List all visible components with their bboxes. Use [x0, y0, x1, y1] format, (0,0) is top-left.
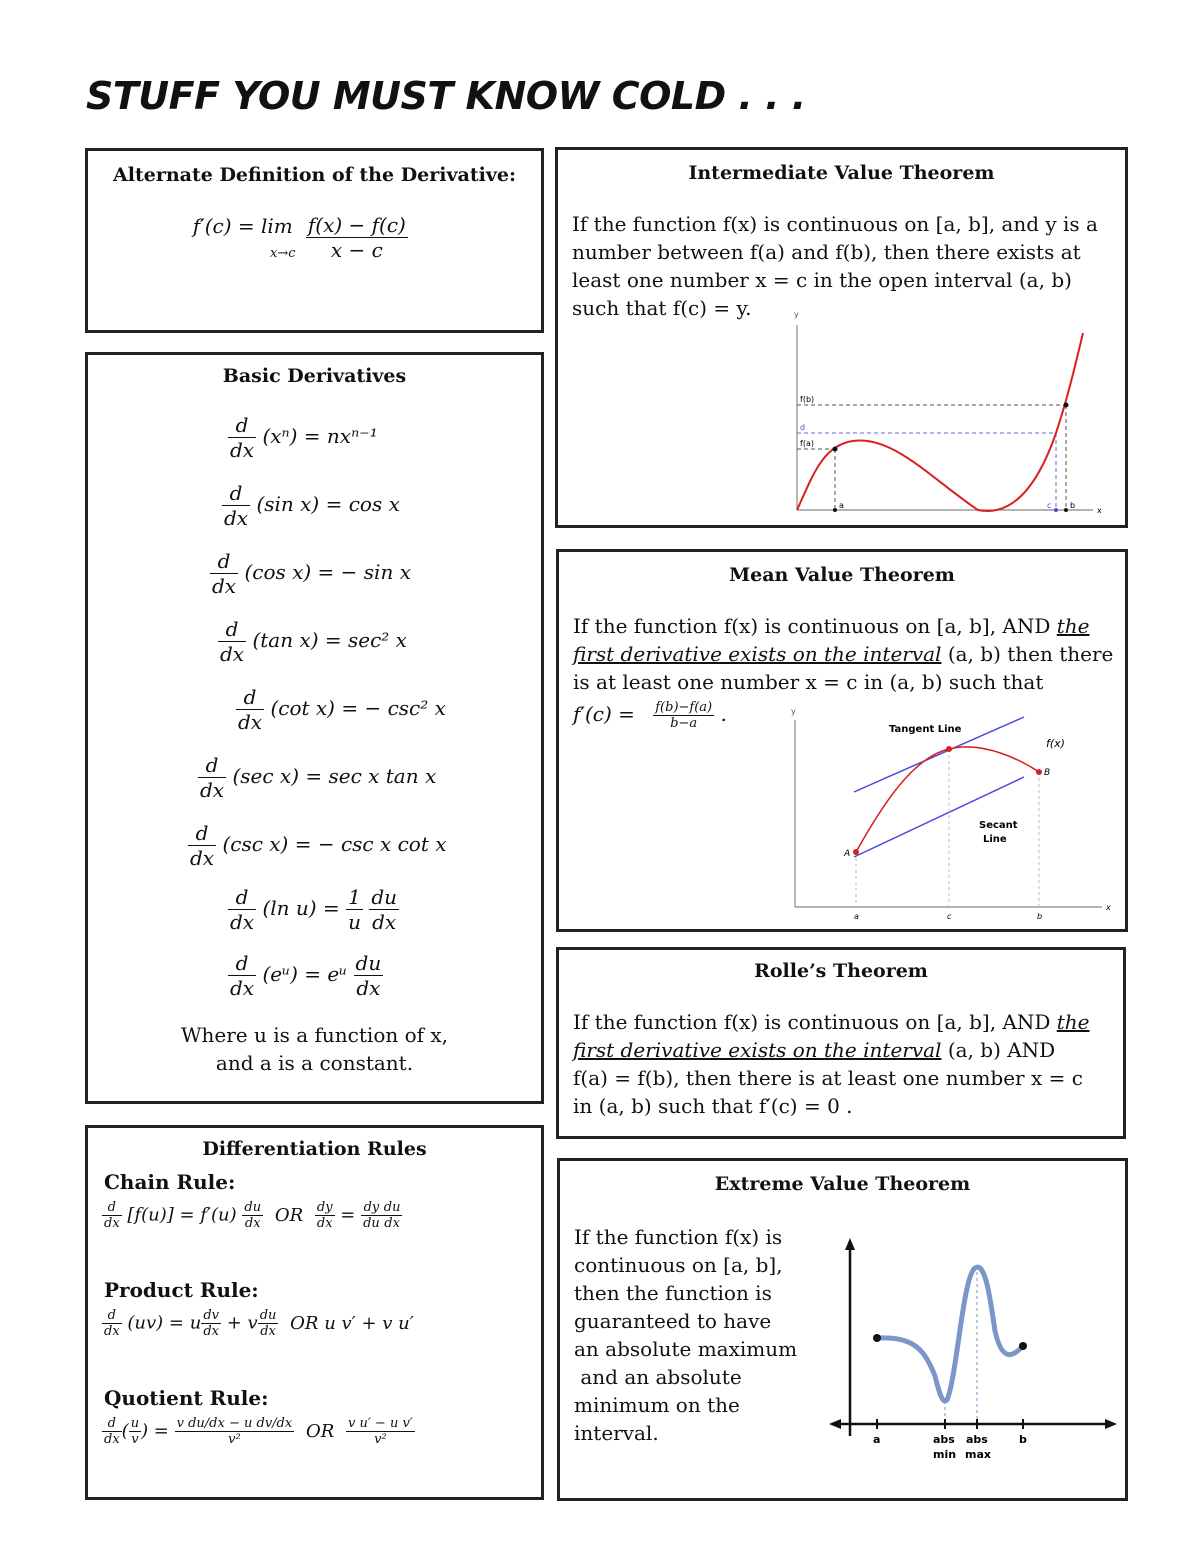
evt-b-label: b	[1019, 1433, 1027, 1446]
mvt-text	[573, 612, 1113, 696]
rolle-line-3: f(a) = f(b), then there is at least one number x = c	[573, 1066, 1083, 1090]
basic-derivative-row	[188, 821, 447, 870]
evt-max-label: max	[965, 1448, 991, 1461]
d-num: d	[102, 1416, 122, 1432]
rolle-line-1: If the function f(x) is continuous on [a, b], AND	[573, 1010, 1057, 1034]
basic-derivative-expression: (sec x) = sec x tan x	[232, 764, 437, 788]
v-squared: v²	[228, 1432, 241, 1447]
ln-lhs: (ln u) =	[262, 896, 340, 920]
chain-or: OR	[274, 1204, 304, 1226]
mvt-point-a	[853, 849, 859, 855]
product-label: Product Rule:	[104, 1278, 259, 1302]
du-num: du	[244, 1200, 262, 1215]
ln-one: 1	[346, 885, 363, 910]
ivt-line-2: number between f(a) and f(b), then there exists at	[572, 240, 1081, 264]
mvt-curve	[856, 747, 1039, 852]
evt-box	[557, 1158, 1128, 1501]
mvt-line-1-underlined: the	[1056, 614, 1090, 638]
mvt-fx-label: f(x)	[1046, 737, 1065, 750]
ivt-curve	[797, 333, 1083, 511]
mvt-line-3: is at least one number x = c in (a, b) such that	[573, 670, 1044, 694]
ivt-a-label: a	[839, 501, 844, 510]
quotient-u: u	[130, 1416, 140, 1431]
mvt-line-2-underlined: first derivative exists on the interval	[573, 642, 942, 666]
basic-derivatives-box	[85, 352, 544, 1104]
ivt-tick-c	[1054, 508, 1058, 512]
d-num: d	[236, 685, 264, 710]
ivt-point-a	[833, 447, 838, 452]
basic-derivative-expression: (xⁿ) = nxⁿ⁻¹	[262, 424, 378, 448]
basic-derivative-expression: (cos x) = − sin x	[244, 560, 411, 584]
dx-den: dx	[200, 778, 225, 802]
mvt-formula-end: .	[720, 702, 727, 726]
mvt-x-label: x	[1106, 903, 1111, 912]
basic-derivative-row	[198, 753, 436, 802]
mvt-formula	[573, 700, 727, 731]
dx-den: dx	[244, 1216, 261, 1231]
basic-derivative-expression: (tan x) = sec² x	[252, 628, 407, 652]
dx-den: dx	[212, 574, 237, 598]
ivt-line-3: least one number x = c in the open interval (a, b)	[572, 268, 1072, 292]
rules-heading: Differentiation Rules	[202, 1138, 427, 1160]
product-or: OR u v′ + v u′	[290, 1312, 414, 1334]
quotient-numerator: v du/dx − u dv/dx	[176, 1416, 293, 1431]
mvt-secant-label-2: Line	[983, 834, 1007, 845]
d-num: d	[228, 885, 256, 910]
basic-derivative-expression: (cot x) = − csc² x	[270, 696, 446, 720]
d-num: d	[228, 413, 256, 438]
basic-derivative-row	[228, 413, 378, 462]
chain-mid: [f(u)] = f′(u)	[127, 1204, 237, 1226]
mvt-b-label: b	[1037, 912, 1043, 921]
rolle-box	[556, 947, 1126, 1139]
alt-def-lim-sub: x→c	[270, 245, 296, 261]
d-num: d	[218, 617, 246, 642]
dx-den: dx	[372, 910, 397, 934]
evt-heading: Extreme Value Theorem	[714, 1173, 971, 1195]
evt-min-label: min	[933, 1448, 957, 1461]
mvt-formula-denominator: b−a	[670, 716, 698, 731]
ivt-y-label: y	[794, 310, 799, 319]
mvt-secant-label-1: Secant	[979, 820, 1018, 831]
dx-den: dx	[104, 1216, 120, 1231]
rolle-heading: Rolle’s Theorem	[754, 960, 928, 982]
rolle-line-4: in (a, b) such that f′(c) = 0 .	[573, 1094, 853, 1118]
ivt-tick-a	[833, 508, 837, 512]
evt-line-2: continuous on [a, b],	[574, 1253, 783, 1277]
dx-den: dx	[316, 1216, 333, 1231]
product-lhs: (uv) = u	[127, 1312, 202, 1334]
ln-u: u	[348, 910, 361, 934]
v-squared: v²	[374, 1432, 387, 1447]
alt-def-denominator: x − c	[330, 238, 383, 262]
mvt-b-point-label: B	[1044, 768, 1051, 778]
quotient-numerator-2: v u′ − u v′	[347, 1416, 413, 1431]
mvt-a-point-label: A	[844, 849, 851, 859]
evt-text	[574, 1223, 797, 1447]
mvt-point-c	[946, 746, 952, 752]
d-num: d	[228, 951, 256, 976]
mvt-formula-lhs: f′(c) =	[573, 702, 635, 726]
evt-a-label: a	[873, 1433, 881, 1446]
basic-note-line-2: and a is a constant.	[215, 1051, 414, 1075]
du-num: du	[259, 1308, 277, 1323]
du-num: du	[371, 885, 397, 909]
mvt-secant-line	[854, 777, 1024, 857]
d-num: d	[222, 481, 250, 506]
dx-den: dx	[190, 846, 215, 870]
mvt-graph	[784, 702, 1124, 927]
quotient-v: v	[131, 1432, 139, 1447]
ivt-x-label: x	[1097, 506, 1102, 515]
dx-den: dx	[203, 1324, 219, 1339]
mvt-a-label: a	[854, 912, 859, 921]
mvt-c-label: c	[947, 912, 952, 921]
alt-def-box	[85, 148, 544, 333]
ivt-b-label: b	[1070, 501, 1076, 510]
evt-abs-label-1: abs	[933, 1433, 955, 1446]
evt-point-b	[1019, 1342, 1027, 1350]
d-num: d	[198, 753, 226, 778]
basic-derivative-row	[236, 685, 446, 734]
mvt-line-2: (a, b) then there	[941, 642, 1114, 666]
evt-point-a	[873, 1334, 881, 1342]
du-num: du	[355, 951, 382, 975]
d-num: d	[102, 1200, 122, 1216]
ivt-heading: Intermediate Value Theorem	[688, 162, 995, 184]
mvt-point-b	[1036, 769, 1042, 775]
dx-den: dx	[356, 976, 381, 1000]
basic-note	[88, 1021, 541, 1077]
evt-line-3: then the function is	[574, 1281, 772, 1305]
evt-line-8: interval.	[574, 1421, 659, 1445]
mvt-y-label: y	[791, 707, 796, 716]
rolle-line-2: (a, b) AND	[941, 1038, 1056, 1062]
mvt-line-1: If the function f(x) is continuous on [a, b], AND	[573, 614, 1057, 638]
exp-derivative	[228, 951, 383, 1000]
evt-x-left-arrow	[829, 1419, 841, 1429]
ivt-point-b	[1064, 403, 1069, 408]
page-title: STUFF YOU MUST KNOW COLD . . .	[86, 74, 806, 118]
dx-den: dx	[104, 1432, 120, 1447]
mvt-box	[556, 549, 1128, 932]
dy-num: dy	[316, 1200, 333, 1215]
evt-line-6: and an absolute	[574, 1365, 742, 1389]
ivt-c-label: c	[1047, 501, 1052, 510]
basic-derivative-row	[218, 617, 407, 666]
ivt-fa-label: f(a)	[800, 439, 814, 448]
rolle-line-1-underlined: the	[1056, 1010, 1090, 1034]
rolle-text	[573, 1008, 1090, 1120]
dx-den: dx	[384, 1216, 400, 1231]
mvt-tangent-label: Tangent Line	[889, 724, 962, 735]
product-plus: + v	[226, 1312, 258, 1334]
chain-rule-formula: $\frac{d}{dx}$ [f(u)] = f′(u) $\frac{du}{dx}$ OR $\frac{dy}{dx}$ = $\frac{dy}{du}$ $\frac{du}{dx}$	[104, 1200, 401, 1231]
dy-num: dy	[361, 1200, 382, 1216]
evt-y-arrow	[845, 1238, 855, 1250]
product-rule-formula	[102, 1308, 414, 1339]
mvt-heading: Mean Value Theorem	[729, 564, 955, 586]
ivt-box	[555, 147, 1128, 528]
quotient-label: Quotient Rule:	[104, 1386, 269, 1410]
ivt-fb-label: f(b)	[800, 395, 815, 404]
basic-derivative-row	[222, 481, 400, 530]
basic-derivative-expression: (csc x) = − csc x cot x	[222, 832, 447, 856]
evt-curve	[877, 1267, 1023, 1401]
chain-label: Chain Rule:	[104, 1170, 236, 1194]
evt-line-7: minimum on the	[574, 1393, 740, 1417]
evt-line-4: guaranteed to have	[574, 1309, 772, 1333]
mvt-formula-numerator: f(b)−f(a)	[655, 700, 713, 715]
evt-abs-label-2: abs	[966, 1433, 988, 1446]
basic-derivative-row	[210, 549, 411, 598]
dx-den: dx	[224, 506, 249, 530]
dx-den: dx	[220, 642, 245, 666]
dx-den: dx	[238, 710, 263, 734]
basic-note-line-1: Where u is a function of x,	[180, 1023, 449, 1047]
evt-graph	[825, 1236, 1125, 1466]
exp-lhs: (eᵘ) = eᵘ	[262, 962, 348, 986]
dv-num: dv	[203, 1308, 219, 1323]
ivt-line-4: such that f(c) = y.	[572, 296, 752, 320]
evt-line-1: If the function f(x) is	[574, 1225, 783, 1249]
evt-x-right-arrow	[1105, 1419, 1117, 1429]
alt-def-numerator: f(x) − f(c)	[307, 213, 406, 237]
dx-den: dx	[104, 1324, 120, 1339]
alt-def-formula	[190, 213, 408, 262]
du-num: du	[383, 1200, 401, 1215]
evt-line-5: an absolute maximum	[574, 1337, 798, 1361]
dx-den: dx	[230, 910, 255, 934]
d-num: d	[188, 821, 216, 846]
dx-den: dx	[230, 438, 255, 462]
alt-def-lhs: f′(c) = lim	[192, 213, 293, 238]
quotient-or: OR	[305, 1420, 335, 1442]
dx-den: dx	[230, 976, 255, 1000]
ivt-line-1: If the function f(x) is continuous on [a, b], and y is a	[572, 212, 1098, 236]
d-num: d	[102, 1308, 122, 1324]
dx-den: dx	[260, 1324, 276, 1339]
ivt-tick-b	[1064, 508, 1068, 512]
differentiation-rules-box	[85, 1125, 544, 1500]
rolle-line-2-underlined: first derivative exists on the interval	[573, 1038, 942, 1062]
ivt-d-label: d	[800, 423, 806, 432]
du-den: du	[363, 1216, 380, 1231]
quotient-rule-formula: $\frac{d}{dx}$ ( $\frac{u}{v}$ ) = $\frac{\text{v du/dx − u dv/dx}}{\text{v²}}$ OR $\frac{\text{v u′ − u v′}}{\text{v²}}$	[104, 1416, 413, 1447]
alt-def-heading: Alternate Definition of the Derivative:	[113, 164, 516, 186]
basic-heading: Basic Derivatives	[222, 365, 407, 387]
ln-derivative	[228, 885, 399, 934]
basic-derivative-expression: (sin x) = cos x	[256, 492, 400, 516]
d-num: d	[210, 549, 238, 574]
ivt-graph	[783, 305, 1123, 520]
